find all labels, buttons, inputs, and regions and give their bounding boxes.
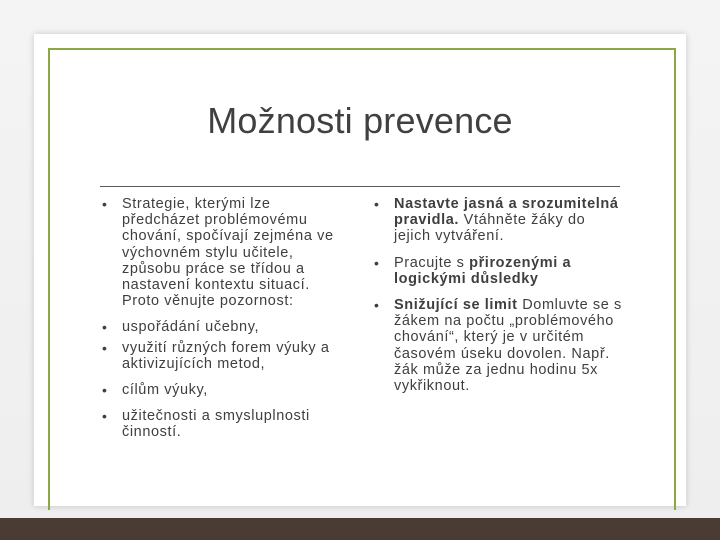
right-column <box>372 196 622 404</box>
list-item <box>100 382 350 398</box>
list-item-bold: Nastavte jasná a srozumitelná pravidla. <box>394 196 619 229</box>
footer-band <box>0 518 720 540</box>
bullet-icon: • <box>102 339 108 356</box>
bullet-icon: • <box>374 196 380 212</box>
bullet-icon: • <box>102 382 108 399</box>
list-item-text: Vtáhněte žáky do jejich vytváření. <box>394 212 586 245</box>
list-item <box>100 196 350 309</box>
bullet-icon: • <box>102 408 108 425</box>
bullet-icon: • <box>374 254 380 271</box>
list-item-text: Domluvte se s žákem na počtu „problémového chování“, který je v určitém časovém úseku dovolen. Např. žák může za jednu hodinu 5x vykřiknout. <box>394 297 622 395</box>
list-item <box>372 196 622 245</box>
list-item-text: Pracujte s <box>394 254 470 271</box>
list-item-text: využití různých forem výuky a aktivizujících metod, <box>122 339 330 372</box>
list-item <box>100 319 350 335</box>
title-divider <box>100 186 620 187</box>
bullet-icon: • <box>102 319 108 336</box>
list-item <box>100 408 350 440</box>
slide-title: Možnosti prevence <box>207 100 513 141</box>
list-item-text: Strategie, kterými lze předcházet problémovému chování, spočívají zejména ve výchovném stylu učitele, způsobu práce se třídou a nastavení kontextu situací. Proto věnujte pozornost: <box>122 196 334 310</box>
list-item <box>100 340 350 372</box>
list-item-text: uspořádání učebny, <box>122 319 260 336</box>
left-column <box>100 196 350 451</box>
bullet-icon: • <box>102 196 108 212</box>
list-item-bold: přirozenými a logickými důsledky <box>394 254 572 287</box>
list-item <box>372 255 622 287</box>
list-item-bold: Snižující se limit <box>394 297 518 314</box>
list-item-text: užitečnosti a smysluplnosti činností. <box>122 408 310 441</box>
list-item-text: cílům výuky, <box>122 382 208 399</box>
bullet-icon: • <box>374 297 380 314</box>
list-item <box>372 297 622 394</box>
